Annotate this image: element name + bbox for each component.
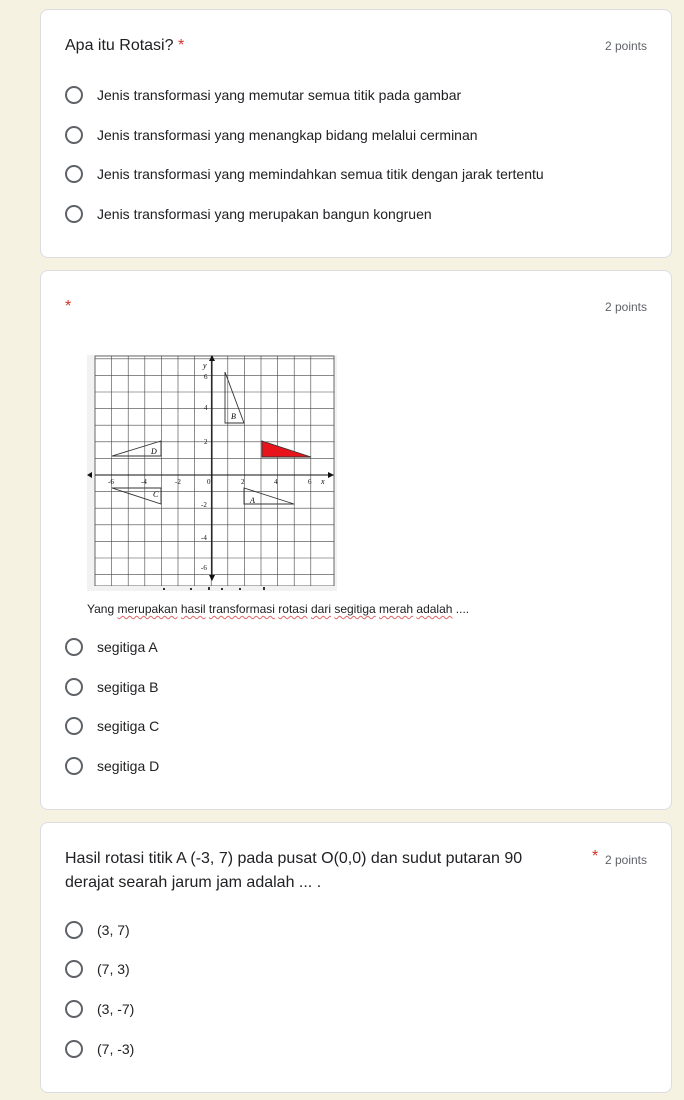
y-tick-label: -6	[201, 564, 207, 572]
option-label: (7, -3)	[97, 1041, 135, 1057]
option-label: Jenis transformasi yang memutar semua titik pada gambar	[97, 87, 462, 103]
coordinate-grid-svg	[87, 355, 337, 591]
y-tick-label: -2	[201, 501, 207, 509]
y-tick-label: 2	[204, 438, 208, 446]
triangle-label: A	[250, 496, 255, 505]
option-radio-1[interactable]	[65, 83, 461, 107]
y-axis-label: y	[203, 361, 207, 370]
option-label: (3, 7)	[97, 922, 130, 938]
radio-circle-icon[interactable]	[65, 165, 83, 183]
option-label: segitiga C	[97, 718, 160, 734]
option-label: Jenis transformasi yang menangkap bidang melalui cerminan	[97, 127, 478, 143]
radio-circle-icon[interactable]	[65, 1000, 83, 1018]
option-label: segitiga A	[97, 639, 158, 655]
option-radio-4[interactable]	[65, 754, 159, 778]
triangle-label: D	[151, 447, 157, 456]
x-tick-label: 6	[308, 478, 312, 486]
question-title	[65, 34, 184, 58]
option-label: segitiga B	[97, 679, 159, 695]
caption-word: transformasi	[208, 602, 275, 616]
question-title-text: Apa itu Rotasi?	[65, 37, 174, 54]
x-axis-label: x	[321, 477, 325, 486]
caption-word: merah	[379, 602, 414, 616]
x-tick-label: 4	[274, 478, 278, 486]
triangle-label: C	[153, 490, 159, 499]
radio-circle-icon[interactable]	[65, 717, 83, 735]
caption-word: Yang	[87, 602, 115, 616]
option-radio-1[interactable]	[65, 918, 130, 942]
question-title-line-1: Hasil rotasi titik A (-3, 7) pada pusat O(0,0) dan sudut putaran 90	[65, 850, 523, 867]
radio-circle-icon[interactable]	[65, 86, 83, 104]
caption-word: rotasi	[278, 602, 308, 616]
option-radio-4[interactable]	[65, 1037, 134, 1061]
radio-circle-icon[interactable]	[65, 678, 83, 696]
radio-circle-icon[interactable]	[65, 960, 83, 978]
question-card-figure	[40, 270, 672, 810]
x-tick-label: -4	[141, 478, 147, 486]
option-label: (3, -7)	[97, 1001, 135, 1017]
option-radio-1[interactable]	[65, 635, 158, 659]
radio-circle-icon[interactable]	[65, 757, 83, 775]
points-label: 2 points	[604, 39, 647, 53]
x-tick-label: -6	[108, 478, 114, 486]
option-radio-2[interactable]	[65, 957, 130, 981]
question-card-rotasi	[40, 9, 672, 258]
points-label: 2 points	[604, 853, 647, 867]
caption-word: merupakan	[117, 602, 178, 616]
required-mark: *	[65, 298, 72, 315]
option-label: (7, 3)	[97, 961, 130, 977]
required-mark: *	[177, 37, 185, 54]
y-tick-label: 6	[204, 373, 208, 381]
x-tick-label: 2	[241, 478, 245, 486]
radio-circle-icon[interactable]	[65, 1040, 83, 1058]
radio-circle-icon[interactable]	[65, 921, 83, 939]
radio-circle-icon[interactable]	[65, 638, 83, 656]
option-label: Jenis transformasi yang merupakan bangun kongruen	[97, 206, 432, 222]
y-tick-label: 4	[204, 404, 208, 412]
points-label: 2 points	[604, 300, 647, 314]
coordinate-grid-figure	[87, 355, 337, 591]
option-radio-2[interactable]	[65, 675, 158, 699]
triangle-label: B	[231, 412, 236, 421]
caption-word: dari	[310, 602, 331, 616]
option-label: Jenis transformasi yang memindahkan semua titik dengan jarak tertentu	[97, 166, 544, 182]
option-label: segitiga D	[97, 758, 160, 774]
question-caption	[87, 602, 469, 616]
option-radio-4[interactable]	[65, 202, 432, 226]
question-title-line-2: derajat searah jarum jam adalah ... .	[65, 874, 322, 891]
y-tick-label: -4	[201, 534, 207, 542]
required-mark: *	[592, 848, 599, 865]
option-radio-3[interactable]	[65, 997, 134, 1021]
caption-word: segitiga	[334, 602, 376, 616]
question-title	[65, 295, 71, 319]
radio-circle-icon[interactable]	[65, 126, 83, 144]
radio-circle-icon[interactable]	[65, 205, 83, 223]
question-card-rotation-point	[40, 822, 672, 1093]
caption-word: ....	[455, 602, 470, 616]
option-radio-3[interactable]	[65, 714, 159, 738]
x-tick-label: 0	[207, 478, 211, 486]
x-tick-label: -2	[175, 478, 181, 486]
option-radio-2[interactable]	[65, 123, 478, 147]
option-radio-3[interactable]	[65, 162, 544, 186]
caption-word: hasil	[180, 602, 206, 616]
caption-word: adalah	[416, 602, 453, 616]
